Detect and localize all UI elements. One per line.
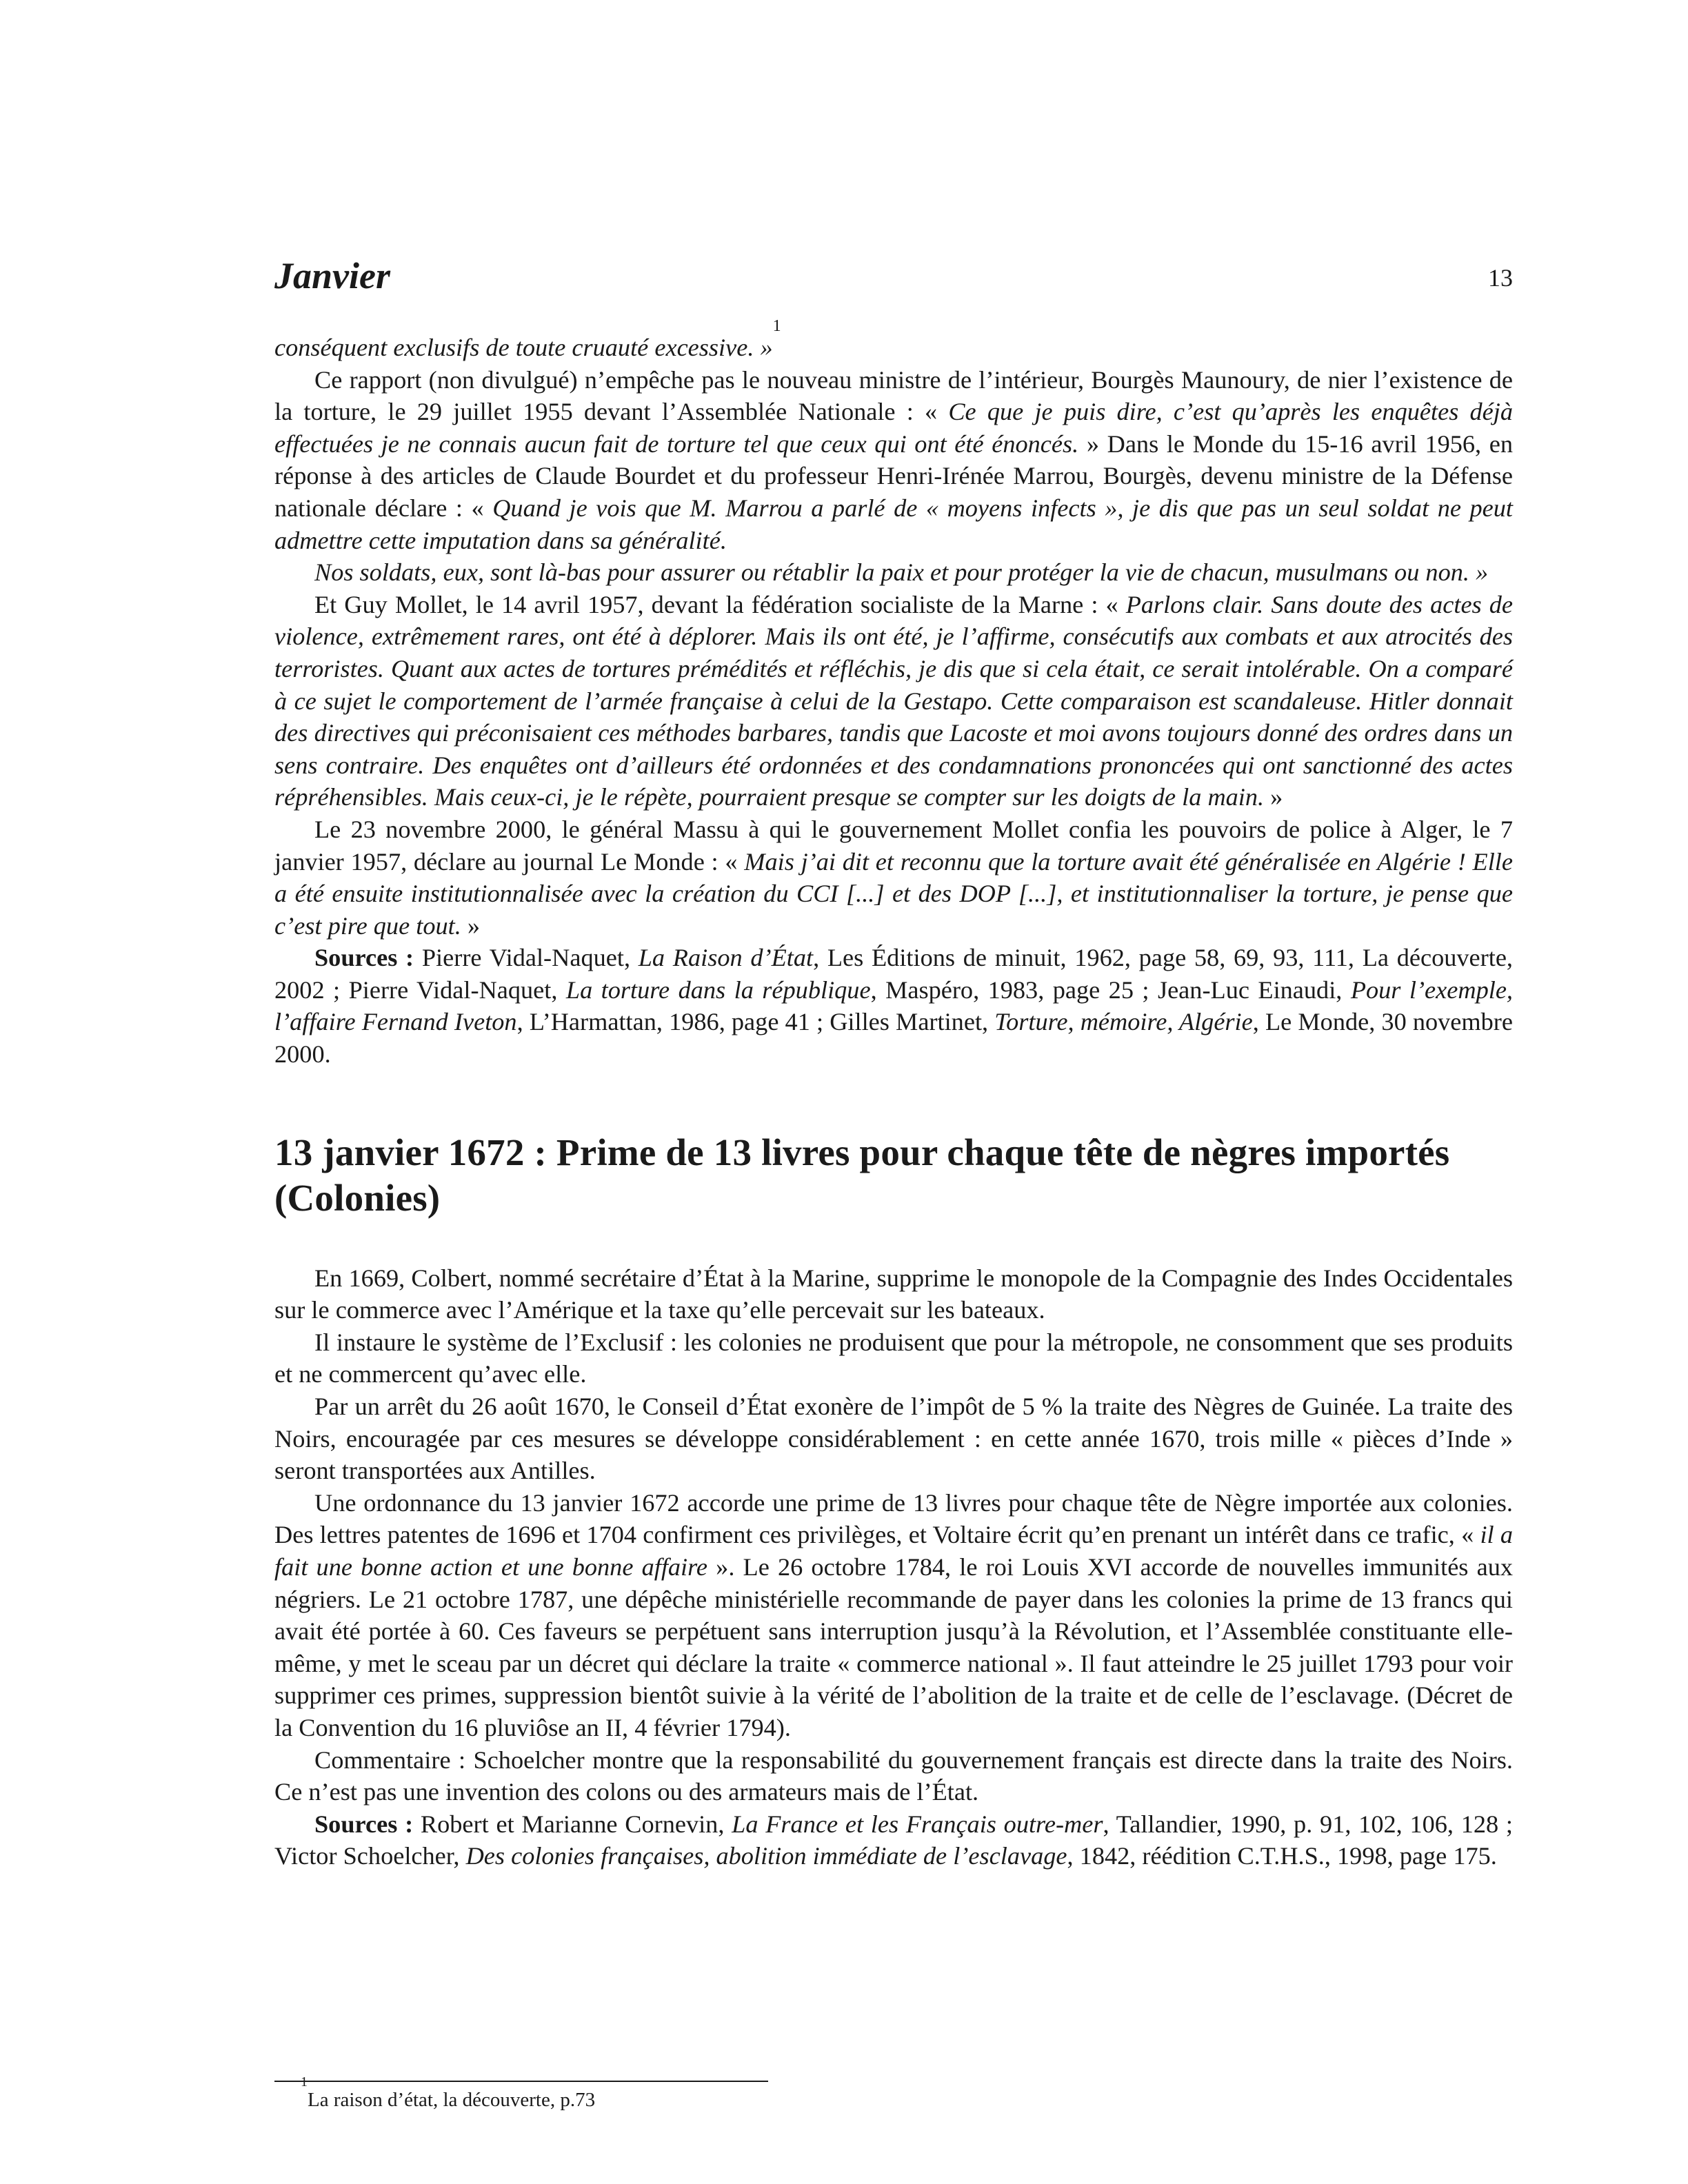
footnote-text: La raison d’état, la découverte, p.73	[308, 2089, 596, 2111]
chapter-title: Janvier	[274, 255, 390, 296]
section-heading: 13 janvier 1672 : Prime de 13 livres pour chaque tête de nègres importés (Colonies)	[274, 1131, 1450, 1219]
paragraph: Il instaure le système de l’Exclusif : les colonies ne produisent que pour la métropole, ne consomment que ses produits et ne commercent qu’avec elle.	[274, 1328, 1513, 1388]
continued-quote: conséquent exclusifs de toute cruauté excessive. »$^1$	[274, 317, 781, 361]
sources-label: Sources :	[314, 1810, 414, 1838]
paragraph: Nos soldats, eux, sont là-bas pour assurer ou rétablir la paix et pour protéger la vie de chacun, musulmans ou non. »	[314, 558, 1489, 587]
footnote-ref[interactable]: 1	[772, 317, 781, 335]
paragraph: Ce rapport (non divulgué) n’empêche pas le nouveau ministre de l’intérieur, Bourgès Maunoury, de nier l’existence de la torture, le 29 juillet 1955 devant l’Assemblée Nationale : « Ce que je puis dire, c’est qu’après les enquêtes déjà effectuées je ne connais aucun fait de torture tel que ceux qui ont été énoncés. » Dans le Monde du 15-16 avril 1956, en réponse à des articles de Claude Bourdet et du professeur Henri-Irénée Marrou, Bourgès, devenu ministre de la Défense nationale déclare : « Quand je vois que M. Marrou a parlé de « moyens infects », je dis que pas un seul soldat ne peut admettre cette imputation dans sa généralité.	[274, 365, 1514, 554]
footnote-rule	[274, 2081, 768, 2082]
page-number: 13	[1488, 264, 1513, 292]
sources-label: Sources :	[314, 944, 414, 972]
footnote-mark: 1	[301, 2074, 308, 2090]
footnote	[301, 2074, 596, 2114]
sources-paragraph: Sources : Robert et Marianne Cornevin, La France et les Français outre-mer, Tallandier, 1990, p. 91, 102, 106, 128 ; Victor Schoelcher, Des colonies françaises, abolition immédiate de l’esclavage, 1842, réédition C.T.H.S., 1998, page 175.	[274, 1810, 1514, 1870]
paragraph: Par un arrêt du 26 août 1670, le Conseil d’État exonère de l’impôt de 5 % la traite des Nègres de Guinée. La traite des Noirs, encouragée par ces mesures se développe considérablement : en cette année 1670, trois mille « pièces d’Inde » seront transportées aux Antilles.	[274, 1393, 1513, 1485]
running-header	[274, 252, 1513, 300]
paragraph: Et Guy Mollet, le 14 avril 1957, devant la fédération socialiste de la Marne : « Parlons clair. Sans doute des actes de violence, extrêmement rares, ont été à déplorer. Mais ils ont été, je l’affirme, consécutifs aux combats et aux atrocités des terroristes. Quant aux actes de tortures prémédités et réfléchis, je dis que si cela était, ce serait intolérable. On a comparé à ce sujet le comportement de l’armée française à celui de la Gestapo. Cette comparaison est scandaleuse. Hitler donnait des directives qui préconisaient ces méthodes barbares, tandis que Lacoste et moi avons toujours donné des ordres dans un sens contraire. Des enquêtes ont d’ailleurs été ordonnées et des condamnations prononcées qui ont sanctionné des actes répréhensibles. Mais ceux-ci, je le répète, pourraient presque se compter sur les doigts de la main. »	[274, 590, 1513, 811]
paragraph: Une ordonnance du 13 janvier 1672 accorde une prime de 13 livres pour chaque tête de Nègre importée aux colonies. Des lettres patentes de 1696 et 1704 confirment ces privilèges, et Voltaire écrit qu’en prenant un intérêt dans ce trafic, « il a fait une bonne action et une bonne affaire ». Le 26 octobre 1784, le roi Louis XVI accorde de nouvelles immunités aux négriers. Le 21 octobre 1787, une dépêche ministérielle recommande de payer dans les colonies la prime de 13 francs qui avait été portée à 60. Ces faveurs se perpétuent sans interruption jusqu’à la Révolution, et l’Assemblée constituante elle-même, y met le sceau par un décret qui déclare la traite « commerce national ». Il faut atteindre le 25 juillet 1793 pour voir supprimer ces primes, suppression bientôt suivie à la vérité de l’abolition de la traite et de celle de l’esclavage. (Décret de la Convention du 16 pluviôse an II, 4 février 1794).	[274, 1488, 1513, 1741]
body-text	[274, 317, 1514, 1872]
sources-paragraph: Sources : Pierre Vidal-Naquet, La Raison d’État, Les Éditions de minuit, 1962, page 58, 69, 93, 111, La découverte, 2002 ; Pierre Vidal-Naquet, La torture dans la république, Maspéro, 1983, page 25 ; Jean-Luc Einaudi, Pour l’exemple, l’affaire Fernand Iveton, L’Harmattan, 1986, page 41 ; Gilles Martinet, Torture, mémoire, Algérie, Le Monde, 30 novembre 2000.	[274, 944, 1513, 1069]
paragraph: Commentaire : Schoelcher montre que la responsabilité du gouvernement français est directe dans la traite des Noirs. Ce n’est pas une invention des colons ou des armateurs mais de l’État.	[274, 1746, 1513, 1806]
paragraph: En 1669, Colbert, nommé secrétaire d’État à la Marine, supprime le monopole de la Compagnie des Indes Occidentales sur le commerce avec l’Amérique et la taxe qu’elle percevait sur les bateaux.	[274, 1264, 1513, 1324]
paragraph: Le 23 novembre 2000, le général Massu à qui le gouvernement Mollet confia les pouvoirs de police à Alger, le 7 janvier 1957, déclare au journal Le Monde : « Mais j’ai dit et reconnu que la torture avait été généralisée en Algérie ! Elle a été ensuite institutionnalisée avec la création du CCI [...] et des DOP [...], et institutionnaliser la torture, je pense que c’est pire que tout. »	[274, 815, 1513, 940]
